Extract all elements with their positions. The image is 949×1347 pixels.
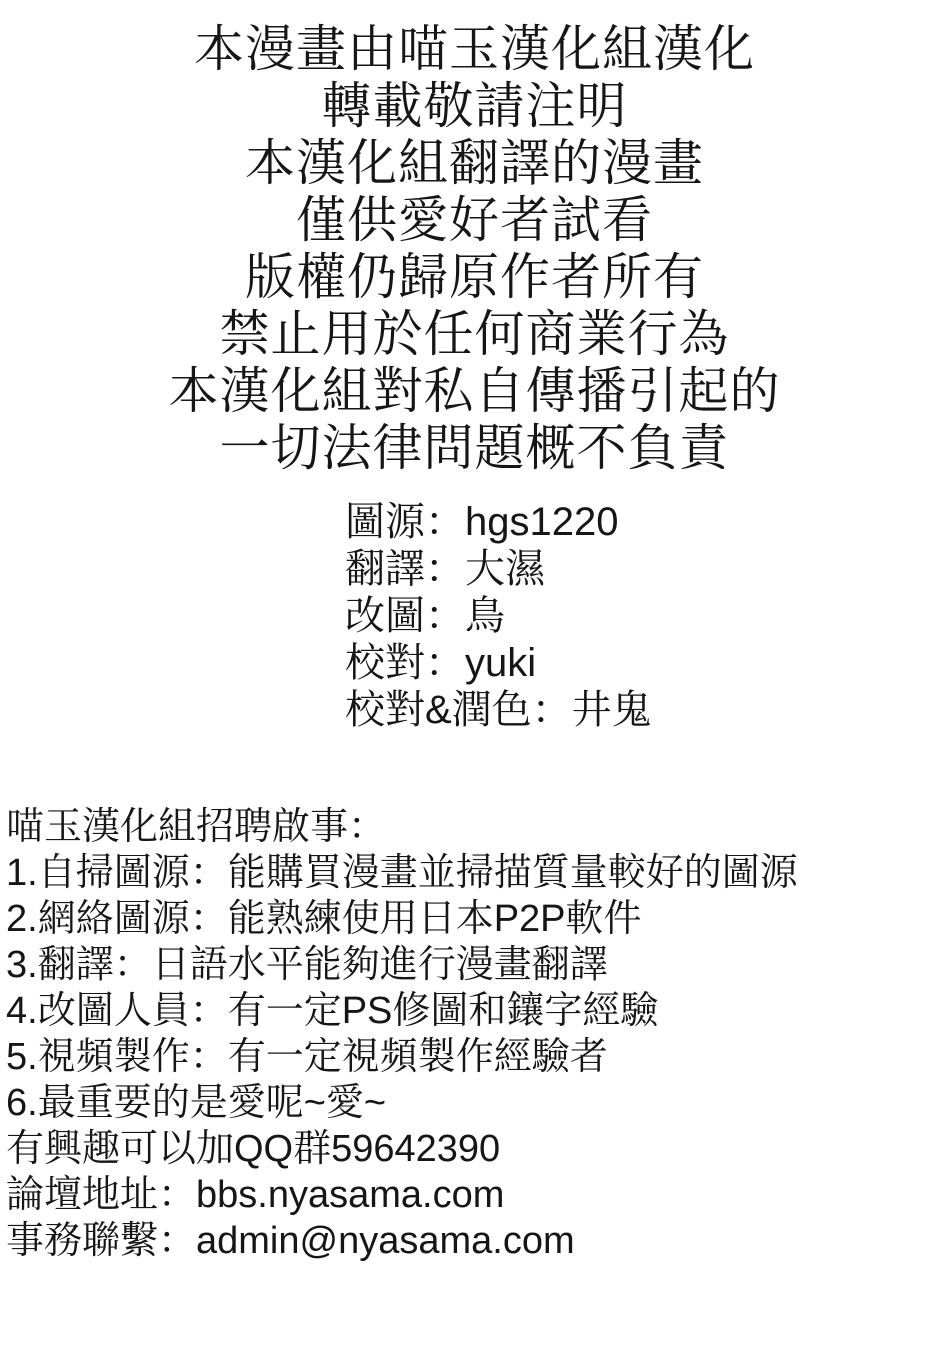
recruitment-title: 喵玉漢化組招聘啟事： [6,806,387,848]
notice-line-group: 本漫畫由喵玉漢化組漢化 [194,21,755,77]
recruitment-item-translator: 3.翻譯：日語水平能夠進行漫畫翻譯 [6,944,608,986]
recruitment-item-love: 6.最重要的是愛呢~愛~ [6,1082,387,1124]
notice-line-liability-2: 一切法律問題概不負責 [219,420,730,476]
recruitment-item-editor: 4.改圖人員：有一定PS修圖和鑲字經驗 [6,990,659,1032]
credit-line-source: 圖源：hgs1220 [345,500,619,544]
recruitment-item-scanner: 1.自掃圖源：能購買漫畫並掃描質量較好的圖源 [6,852,798,894]
forum-url-line: 論壇地址：bbs.nyasama.com [6,1174,505,1216]
credit-line-translator: 翻譯：大濕 [345,547,545,591]
notice-line-no-commercial: 禁止用於任何商業行為 [219,306,730,362]
notice-line-translated: 本漢化組翻譯的漫畫 [245,135,704,191]
notice-line-liability-1: 本漢化組對私自傳播引起的 [168,363,781,419]
notice-line-preview-only: 僅供愛好者試看 [296,192,653,248]
recruitment-notice [0,804,949,1264]
copyright-notice [0,0,949,477]
staff-credits [0,499,949,734]
contact-email-line: 事務聯繫：admin@nyasama.com [6,1220,575,1262]
notice-line-repost: 轉載敬請注明 [321,78,628,134]
credit-line-proofreader-toner: 校對&潤色：井鬼 [345,688,652,732]
credit-line-proofreader: 校對：yuki [345,641,537,685]
qq-group-line: 有興趣可以加QQ群59642390 [6,1128,501,1170]
notice-line-copyright: 版權仍歸原作者所有 [245,249,704,305]
credit-line-editor: 改圖：鳥 [345,594,505,638]
recruitment-item-video: 5.視頻製作：有一定視頻製作經驗者 [6,1036,608,1078]
recruitment-item-web-source: 2.網絡圖源：能熟練使用日本P2P軟件 [6,898,642,940]
